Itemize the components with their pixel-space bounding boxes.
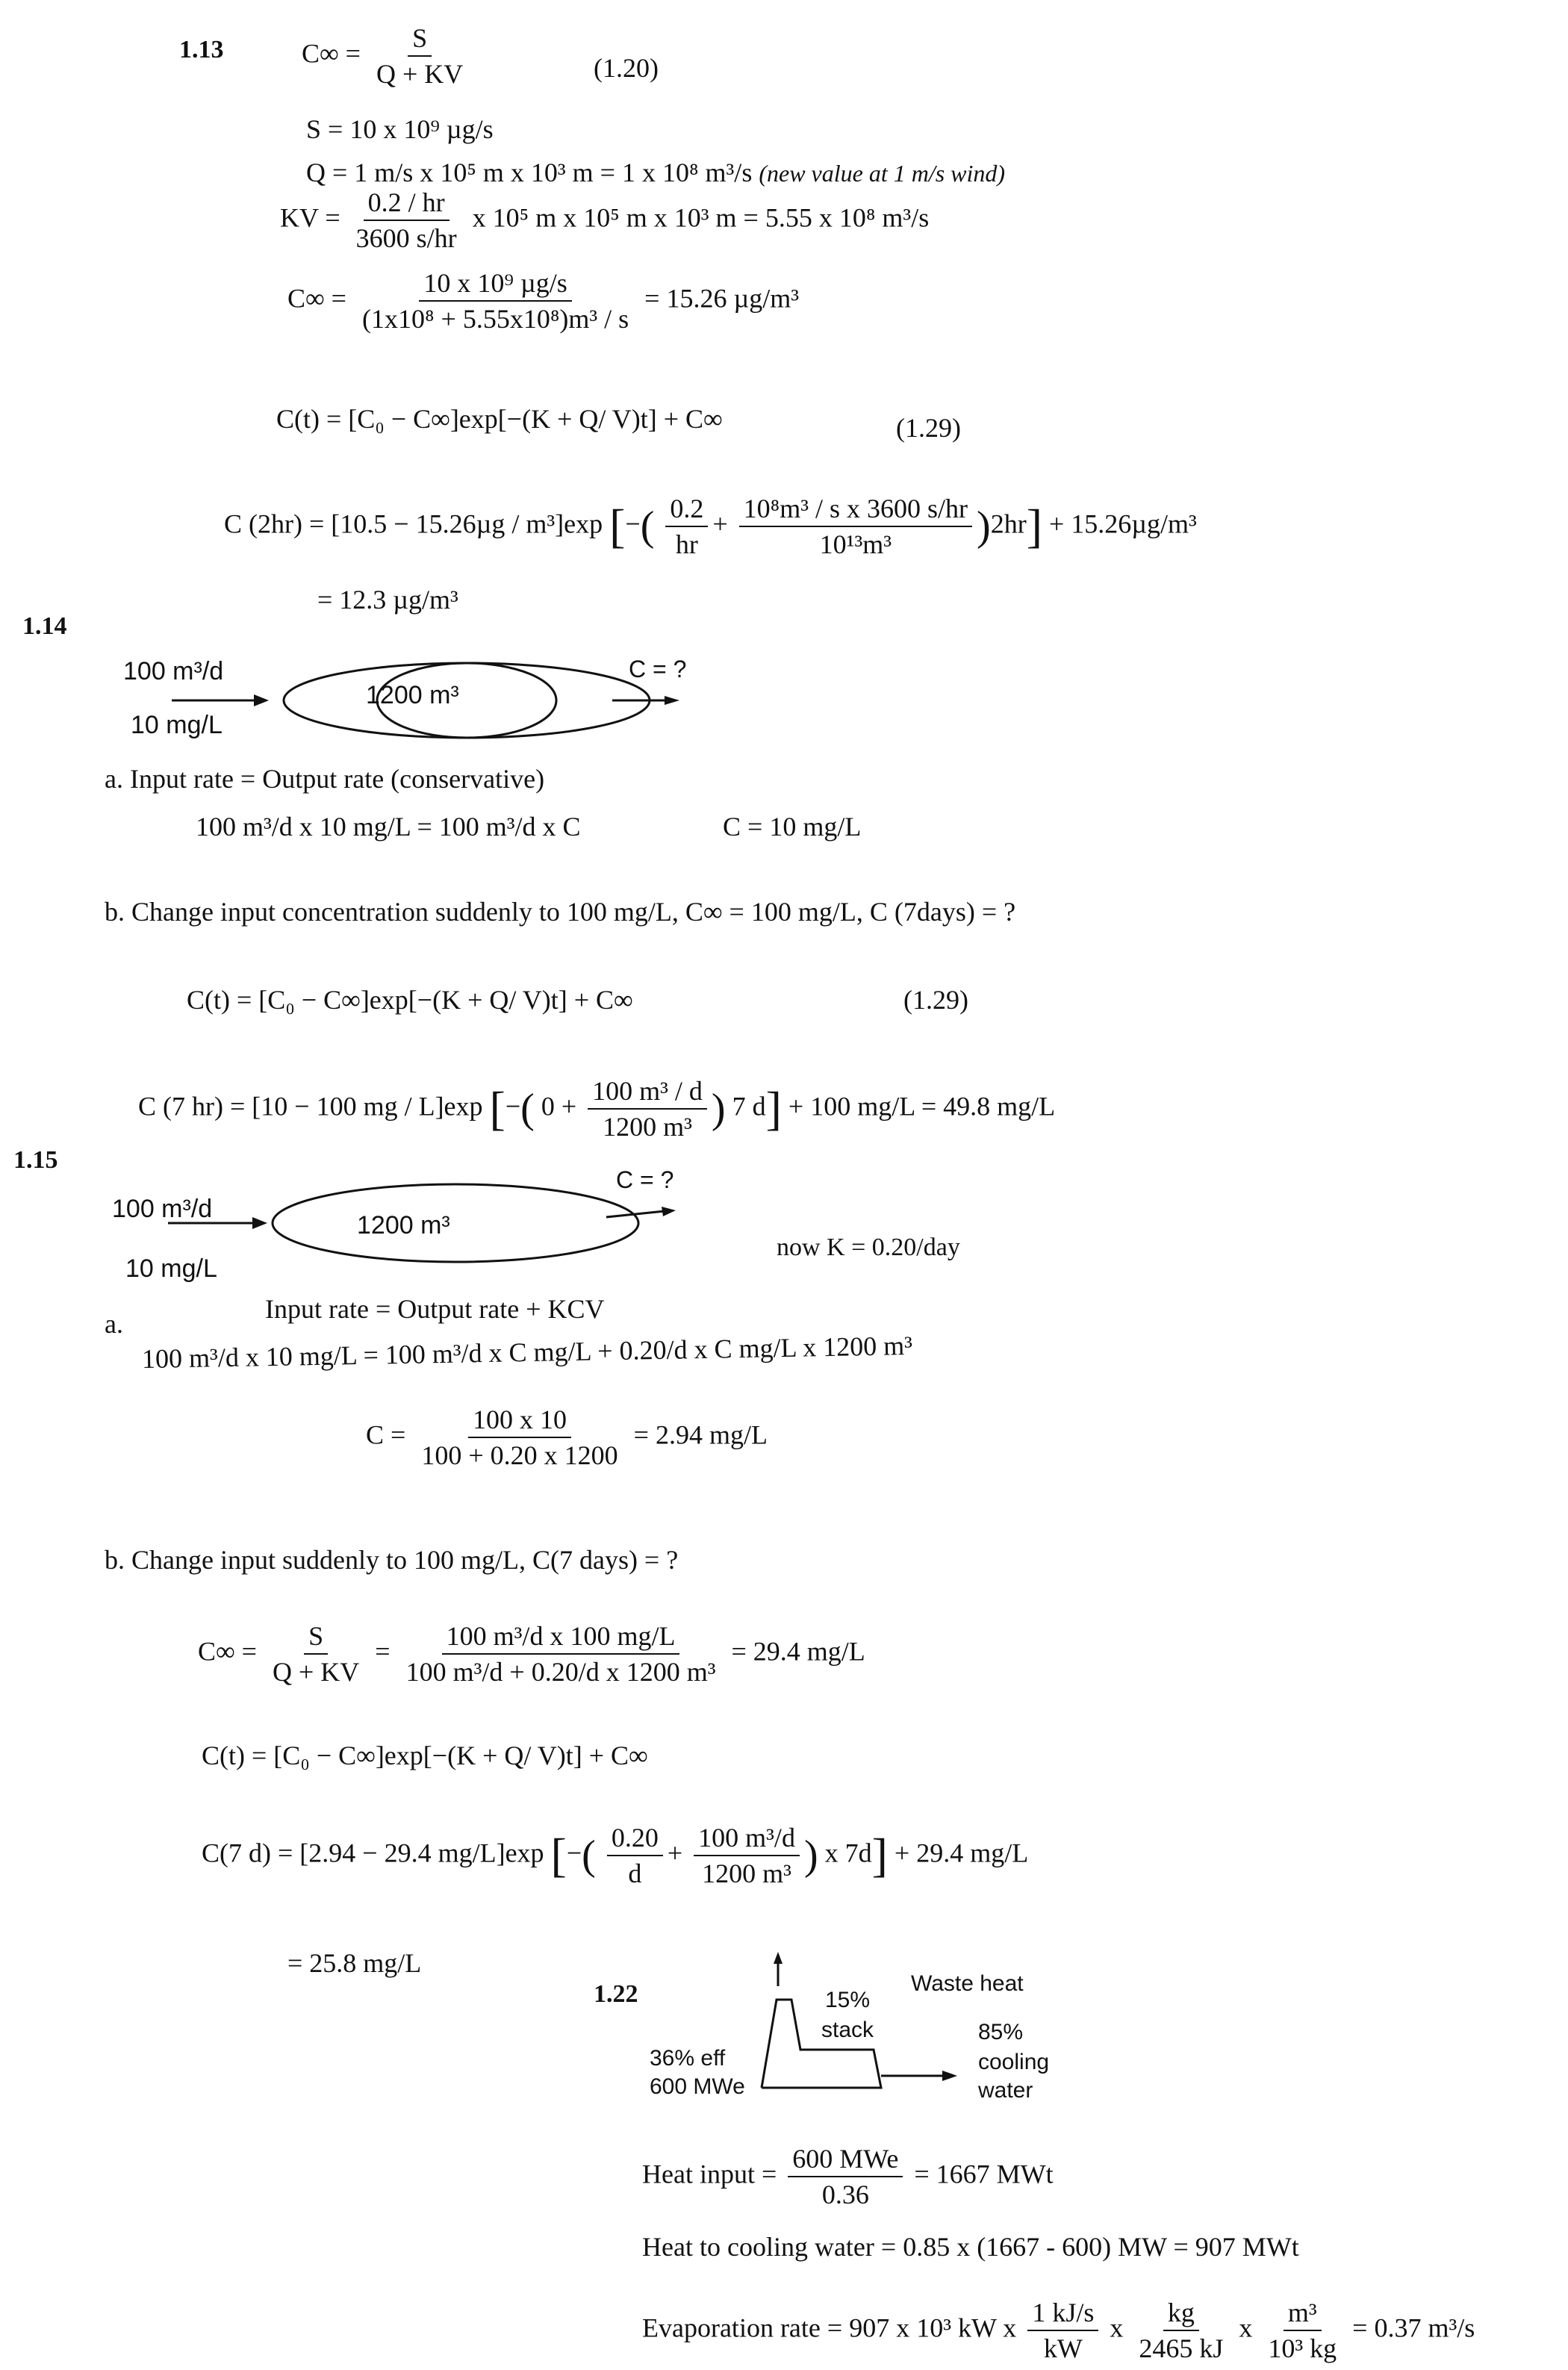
ct-equation-1-14: C(t) = [C₀ − C∞]exp[−(K + Q/ V)t] + C∞ bbox=[187, 985, 633, 1015]
ev-f2-num: kg bbox=[1163, 2297, 1199, 2331]
ev-f3-den: 10³ kg bbox=[1268, 2333, 1337, 2363]
part-b-text: Change input suddenly to 100 mg/L, C(7 days) = ? bbox=[131, 1545, 679, 1575]
part-b-label: b. bbox=[105, 1545, 125, 1575]
part-a-eq-1-15: 100 m³/d x 10 mg/L = 100 m³/d x C mg/L + 0.20/d x C mg/L x 1200 m³ bbox=[141, 1330, 913, 1375]
c2-f1-num: 0.2 bbox=[665, 493, 708, 527]
hi-num: 600 MWe bbox=[788, 2143, 903, 2177]
c7d-line: C(7 d) = [2.94 − 29.4 mg/L]exp [−( $\frac{0.20}{d}$ + $\frac{\text{100 m³/d}}{\text{1200 m³}}$ ) x 7d] + 29.4 mg/L bbox=[202, 1823, 1029, 1888]
cinf-line-1-15 bbox=[198, 1620, 865, 1688]
ev-times-1: x bbox=[1110, 2313, 1124, 2343]
ev-fraction-3 bbox=[1263, 2297, 1341, 2364]
c7d-rhs: + 29.4 mg/L bbox=[894, 1838, 1029, 1868]
part-a-result: C = 10 mg/L bbox=[723, 812, 862, 842]
cinf-fraction bbox=[358, 267, 633, 335]
problem-number-1-13: 1.13 bbox=[179, 36, 224, 63]
c7d-f2-den: 1200 m³ bbox=[702, 1859, 791, 1888]
c7-f-den: 1200 m³ bbox=[603, 1112, 692, 1142]
c-lhs: C = bbox=[366, 1419, 406, 1450]
eq-numerator: S bbox=[408, 22, 432, 57]
ct-equation-1-15: C(t) = [C₀ − C∞]exp[−(K + Q/ V)t] + C∞ bbox=[202, 1741, 648, 1770]
c7-f-num: 100 m³ / d bbox=[588, 1075, 707, 1110]
kv-denominator: 3600 s/hr bbox=[355, 223, 457, 253]
ev-f1-num: 1 kJ/s bbox=[1027, 2297, 1098, 2331]
part-b-1-15 bbox=[105, 1544, 678, 1576]
c7-mid: 0 + bbox=[541, 1091, 577, 1122]
c7-rhs: + 100 mg/L = 49.8 mg/L bbox=[788, 1091, 1056, 1122]
c7d-fraction-2 bbox=[694, 1822, 800, 1889]
ct-equation: C(t) = [C₀ − C∞]exp[−(K + Q/ V)t] + C∞ bbox=[276, 404, 723, 434]
hi-lhs: Heat input = bbox=[642, 2159, 777, 2189]
volume-label: 1200 m³ bbox=[357, 1211, 450, 1240]
mwe-label: 600 MWe bbox=[650, 2074, 745, 2099]
q-note: (new value at 1 m/s wind) bbox=[759, 160, 1006, 187]
part-a-label: a. bbox=[105, 764, 123, 794]
ev-fraction-1 bbox=[1027, 2297, 1098, 2364]
c2-rhs: + 15.26µg/m³ bbox=[1049, 508, 1197, 539]
c7-tail: 7 d bbox=[732, 1091, 766, 1122]
stack-pct: 15% bbox=[825, 1988, 871, 2012]
eq-lhs: C∞ = bbox=[302, 38, 361, 69]
kv-fraction bbox=[352, 187, 461, 254]
kv-line bbox=[280, 187, 929, 254]
cooling-pct: 85% bbox=[978, 2020, 1024, 2044]
c-rhs: = 2.94 mg/L bbox=[633, 1419, 768, 1450]
ev-f3-num: m³ bbox=[1284, 2297, 1322, 2331]
volume-label: 1200 m³ bbox=[366, 681, 459, 709]
q-equation: Q = 1 m/s x 10⁵ m x 10³ m = 1 x 10⁸ m³/s bbox=[306, 158, 753, 187]
c7d-f1-den: d bbox=[628, 1859, 642, 1888]
hi-fraction bbox=[788, 2143, 903, 2210]
c2-tail: 2hr bbox=[990, 508, 1027, 539]
c7d-lhs: C(7 d) = [2.94 − 29.4 mg/L]exp bbox=[202, 1838, 544, 1868]
cooling-label: cooling bbox=[978, 2050, 1050, 2074]
cinf-numerator: 10 x 10⁹ µg/s bbox=[419, 267, 571, 302]
part-b-1-14 bbox=[105, 896, 1015, 927]
cinf-line bbox=[287, 267, 799, 335]
hi-den: 0.36 bbox=[821, 2180, 869, 2209]
ci-fraction-1 bbox=[268, 1620, 364, 1688]
cinf-result: = 15.26 µg/m³ bbox=[644, 283, 800, 314]
ci-f2-den: 100 m³/d + 0.20/d x 1200 m³ bbox=[405, 1657, 716, 1687]
c2-f2-num: 10⁸m³ / s x 3600 s/hr bbox=[739, 493, 972, 527]
ev-f2-den: 2465 kJ bbox=[1139, 2333, 1224, 2363]
heat-input-line bbox=[642, 2143, 1054, 2210]
c7d-fraction-1 bbox=[607, 1822, 663, 1889]
flow-in-label: 100 m³/d bbox=[112, 1195, 213, 1223]
ct-reference: (1.29) bbox=[896, 413, 961, 443]
c2-fraction-2 bbox=[739, 493, 972, 560]
problem-number-1-22: 1.22 bbox=[594, 1980, 638, 2008]
q-line bbox=[306, 157, 1005, 188]
c2hr-line: C (2hr) = [10.5 − 15.26µg / m³]exp [−( $\frac{0.2}{hr}$ + $\frac{\text{10⁸m³ / s x 3600 s/hr}}{\text{10¹³m³}}$ )2hr] + 15.26µg/m³ bbox=[224, 494, 1197, 559]
eq-fraction bbox=[372, 22, 467, 90]
ev-rhs: = 0.37 m³/s bbox=[1352, 2313, 1475, 2343]
c7d-f1-num: 0.20 bbox=[607, 1822, 663, 1856]
part-a-eq: 100 m³/d x 10 mg/L = 100 m³/d x C bbox=[196, 812, 581, 842]
ci-rhs: = 29.4 mg/L bbox=[731, 1636, 865, 1667]
c-out-label: C = ? bbox=[629, 656, 687, 682]
c2-fraction-1 bbox=[665, 493, 708, 560]
efficiency-label: 36% eff bbox=[650, 2046, 726, 2071]
s-line: S = 10 x 10⁹ µg/s bbox=[306, 114, 494, 144]
kv-rest: x 10⁵ m x 10⁵ m x 10³ m = 5.55 x 10⁸ m³/s bbox=[472, 202, 930, 233]
c7hr-line: C (7 hr) = [10 − 100 mg / L]exp [−( 0 + $\frac{\text{100 m³ / d}}{\text{1200 m³}}$ ) 7 d] + 100 mg/L = 49.8 mg/L bbox=[138, 1076, 1056, 1142]
problem-number-1-14: 1.14 bbox=[22, 612, 67, 640]
part-a-label-1-15: a. bbox=[105, 1309, 123, 1339]
ev-f1-den: kW bbox=[1043, 2333, 1083, 2363]
part-a-text-1-15: Input rate = Output rate + KCV bbox=[265, 1294, 605, 1324]
ct-reference-1-14: (1.29) bbox=[903, 985, 968, 1015]
stack-label: stack bbox=[821, 2018, 874, 2042]
c-den: 100 + 0.20 x 1200 bbox=[421, 1440, 618, 1470]
ev-fraction-2 bbox=[1134, 2297, 1228, 2364]
kv-numerator: 0.2 / hr bbox=[364, 187, 449, 221]
c2-f2-den: 10¹³m³ bbox=[819, 529, 892, 559]
result-1-13: = 12.3 µg/m³ bbox=[317, 585, 458, 615]
ci-fraction-2 bbox=[402, 1620, 721, 1688]
eq-denominator: Q + KV bbox=[376, 59, 464, 89]
result-1-15: = 25.8 mg/L bbox=[287, 1948, 422, 1978]
problem-number-1-15: 1.15 bbox=[13, 1146, 58, 1174]
kv-lhs: KV = bbox=[280, 202, 340, 233]
c-out-label: C = ? bbox=[616, 1166, 674, 1193]
part-a-text: Input rate = Output rate (conservative) bbox=[129, 764, 545, 794]
c7-lhs: C (7 hr) = [10 − 100 mg / L]exp bbox=[138, 1091, 483, 1122]
eq-reference: (1.20) bbox=[594, 53, 659, 83]
evaporation-line bbox=[642, 2297, 1475, 2364]
part-b-label: b. bbox=[105, 897, 125, 927]
c7d-tail: x 7d bbox=[824, 1838, 872, 1868]
eq-1-20 bbox=[302, 22, 472, 90]
waste-heat-label: Waste heat bbox=[911, 1971, 1024, 1996]
c2-lhs: C (2hr) = [10.5 − 15.26µg / m³]exp bbox=[224, 508, 603, 539]
cooling-water-line: Heat to cooling water = 0.85 x (1667 - 600) MW = 907 MWt bbox=[642, 2232, 1299, 2262]
ci-f1-den: Q + KV bbox=[272, 1657, 360, 1687]
ci-f1-num: S bbox=[304, 1620, 328, 1655]
part-a-1-14 bbox=[105, 763, 544, 794]
ev-lhs: Evaporation rate = 907 x 10³ kW x bbox=[642, 2313, 1017, 2343]
ci-eq: = bbox=[375, 1636, 391, 1667]
cinf-lhs: C∞ = bbox=[287, 283, 346, 314]
hi-rhs: = 1667 MWt bbox=[914, 2159, 1054, 2189]
cinf-denominator: (1x10⁸ + 5.55x10⁸)m³ / s bbox=[361, 304, 629, 334]
water-label: water bbox=[978, 2078, 1033, 2103]
c2-f1-den: hr bbox=[675, 529, 698, 559]
c7d-f2-num: 100 m³/d bbox=[694, 1822, 800, 1856]
c7-fraction bbox=[588, 1075, 707, 1142]
part-b-text: Change input concentration suddenly to 100 mg/L, C∞ = 100 mg/L, C (7days) = ? bbox=[131, 897, 1016, 927]
c-num: 100 x 10 bbox=[468, 1404, 571, 1438]
ev-times-2: x bbox=[1239, 2313, 1253, 2343]
k-note: now K = 0.20/day bbox=[777, 1234, 960, 1261]
ci-f2-num: 100 m³/d x 100 mg/L bbox=[442, 1620, 680, 1655]
flow-in-label: 100 m³/d bbox=[123, 657, 224, 685]
ci-lhs: C∞ = bbox=[198, 1636, 257, 1667]
conc-in-label: 10 mg/L bbox=[125, 1254, 217, 1283]
c-calc-line bbox=[366, 1404, 768, 1471]
conc-in-label: 10 mg/L bbox=[131, 711, 223, 739]
c-fraction bbox=[417, 1404, 622, 1471]
